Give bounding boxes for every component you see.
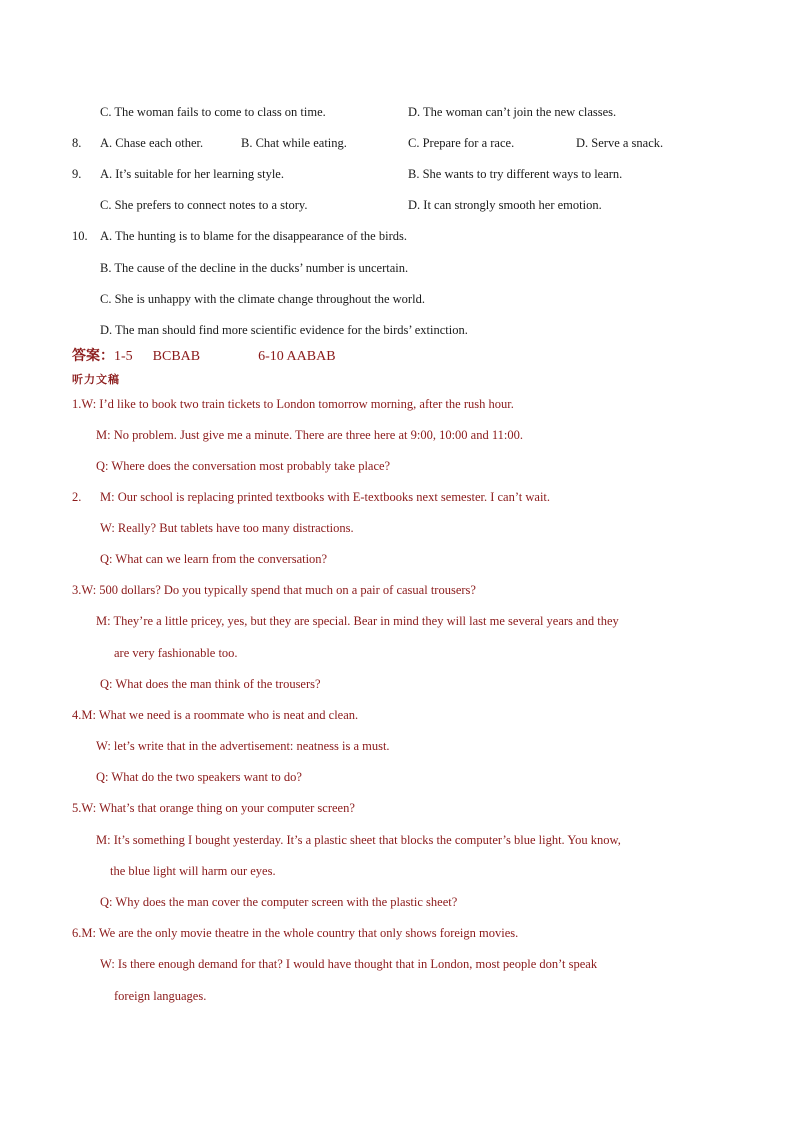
q7-option-c: C. The woman fails to come to class on time. <box>100 105 326 119</box>
transcript-title: 听力文稿 <box>72 374 120 386</box>
transcript-line-6: Q: What can we learn from the conversation? <box>100 552 328 566</box>
q10-option-a: A. The hunting is to blame for the disappearance of the birds. <box>100 229 407 243</box>
q8-option-a: A. Chase each other. <box>100 136 204 150</box>
q7-option-d: D. The woman can’t join the new classes. <box>408 105 617 119</box>
transcript-line-9: are very fashionable too. <box>114 646 238 660</box>
transcript-line-17: Q: Why does the man cover the computer screen with the plastic sheet? <box>100 895 458 909</box>
q10-option-c: C. She is unhappy with the climate change throughout the world. <box>100 292 425 306</box>
transcript-line-7: 3.W: 500 dollars? Do you typically spend that much on a pair of casual trousers? <box>72 583 476 597</box>
answer-key-1: BCBAB <box>152 349 201 364</box>
answer-range-1: 1-5 <box>114 349 133 364</box>
q8-option-c: C. Prepare for a race. <box>408 136 515 150</box>
transcript-line-16: the blue light will harm our eyes. <box>110 864 276 878</box>
transcript-line-11: 4.M: What we need is a roommate who is neat and clean. <box>72 708 359 722</box>
q9-option-c: C. She prefers to connect notes to a story. <box>100 198 308 212</box>
transcript-line-2: M: No problem. Just give me a minute. There are three here at 9:00, 10:00 and 11:00. <box>96 428 523 442</box>
transcript-line-8: M: They’re a little pricey, yes, but they are special. Bear in mind they will last me several years and they <box>96 614 619 628</box>
transcript-line-12: W: let’s write that in the advertisement: neatness is a must. <box>96 739 390 753</box>
q8-option-d: D. Serve a snack. <box>576 136 664 150</box>
transcript-line-18: 6.M: We are the only movie theatre in the whole country that only shows foreign movies. <box>72 926 519 940</box>
answer-label: 答案： <box>72 349 114 364</box>
transcript-line-13: Q: What do the two speakers want to do? <box>96 770 302 784</box>
q10-option-d: D. The man should find more scientific evidence for the birds’ extinction. <box>100 323 468 337</box>
q9-number: 9. <box>72 167 82 181</box>
transcript-line-10: Q: What does the man think of the trousers? <box>100 677 321 691</box>
transcript-line-3: Q: Where does the conversation most probably take place? <box>96 459 391 473</box>
q8-option-b: B. Chat while eating. <box>241 136 347 150</box>
answer-key <box>72 349 336 365</box>
transcript-line-5: W: Really? But tablets have too many distractions. <box>100 521 354 535</box>
transcript-line-4: M: Our school is replacing printed textbooks with E-textbooks next semester. I can’t wait. <box>100 490 551 504</box>
q10-option-b: B. The cause of the decline in the ducks’ number is uncertain. <box>100 261 409 275</box>
q8-number: 8. <box>72 136 82 150</box>
transcript-line-14: 5.W: What’s that orange thing on your computer screen? <box>72 801 355 815</box>
answer-range-2: 6-10 AABAB <box>258 349 336 364</box>
transcript-number-2: 2. <box>72 490 82 504</box>
transcript-line-15: M: It’s something I bought yesterday. It’s a plastic sheet that blocks the computer’s blue light. You know, <box>96 833 621 847</box>
transcript-line-20: foreign languages. <box>114 989 207 1003</box>
q9-option-a: A. It’s suitable for her learning style. <box>100 167 284 181</box>
q9-option-b: B. She wants to try different ways to learn. <box>408 167 623 181</box>
q9-option-d: D. It can strongly smooth her emotion. <box>408 198 602 212</box>
transcript-line-19: W: Is there enough demand for that? I would have thought that in London, most people don’t speak <box>100 957 598 971</box>
q10-number: 10. <box>72 229 88 243</box>
transcript-line-1: 1.W: I’d like to book two train tickets to London tomorrow morning, after the rush hour. <box>72 397 514 411</box>
